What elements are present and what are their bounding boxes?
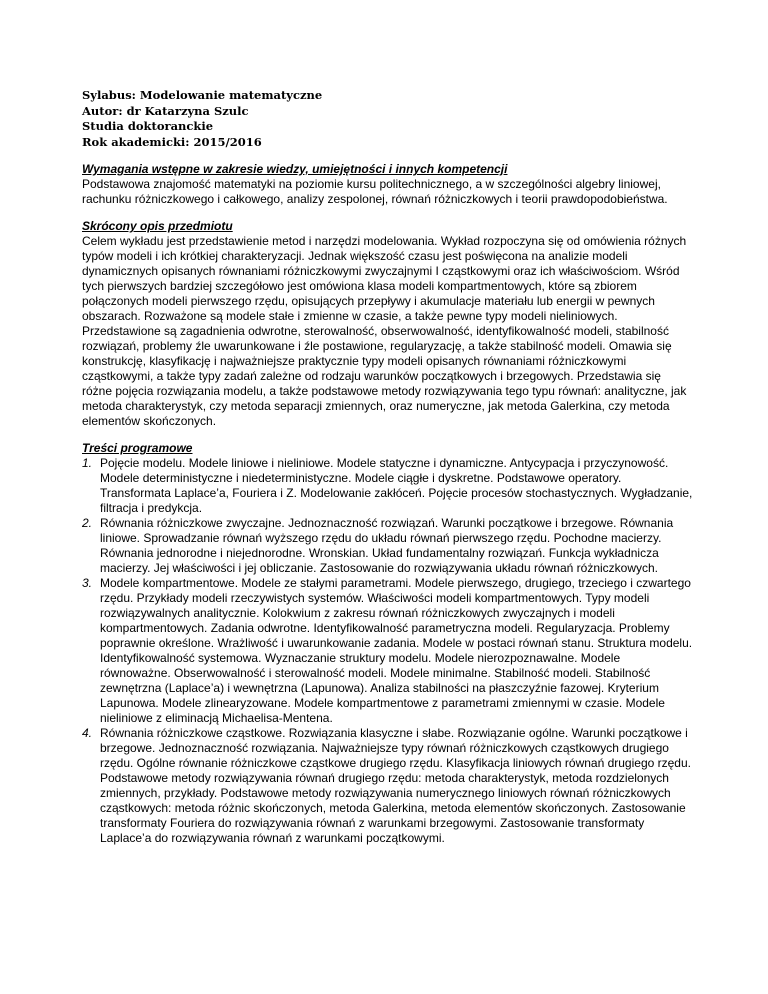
requirements-heading: Wymagania wstępne w zakresie wiedzy, umiejętności i innych kompetencji bbox=[82, 162, 508, 176]
author: Autor: dr Katarzyna Szulc bbox=[82, 103, 249, 118]
requirements-text: Podstawowa znajomość matematyki na poziomie kursu politechnicznego, a w szczególności algebry liniowej, rachunku różniczkowego i całkowego, analizy zespolonej, równań różniczkowych i teorii prawdopodobieństwa. bbox=[82, 177, 668, 206]
description-text: Celem wykładu jest przedstawienie metod i narzędzi modelowania. Wykład rozpoczyna się od omówienia różnych typów modeli i ich krótkiej charakteryzacji. Jednak większość czasu jest poświęcona na analizie modeli dynamicznych opisanych równaniami różniczkowymi zwyczajnymi I cząstkowymi oraz ich właściwościom. Wśród tych pierwszych bardziej szczegółowo jest omówiona klasa modeli kompartmentowych, które są zbiorem połączonych modeli pierwszego rzędu, opisujących przepływy i akumulacje materiału lub energii w pewnych obszarach. Rozważone są modele stałe i zmienne w czasie, a także pewne typy modeli nieliniowych. Przedstawione są zagadnienia odwrotne, sterowalność, obserwowalność, identyfikowalność modeli, stabilność rozwiązań, problemy źle uwarunkowane i źle postawione, regularyzację, a także stabilność modeli. Omawia się konstrukcję, klasyfikację i najważniejsze praktycznie typy modeli opisanych równaniami różniczkowymi cząstkowymi, a także typy zadań zależne od rodzaju warunków początkowych i brzegowych. Przedstawia się różne pojęcia rozwiązania modelu, a także podstawowe metody rozwiązywania tego typu równań: analityczne, jak metoda charakterystyk, czy metoda separacji zmiennych, oraz numeryczne, jak metoda Galerkina, czy metoda elementów skończonych. bbox=[82, 234, 687, 428]
requirements-section bbox=[82, 162, 694, 207]
list-item-number: 2. bbox=[82, 516, 93, 530]
contents-section bbox=[82, 441, 694, 846]
list-item bbox=[82, 576, 694, 726]
list-item-text: Pojęcie modelu. Modele liniowe i nieliniowe. Modele statyczne i dynamiczne. Antycypacja i przyczynowość. Modele deterministyczne i niedeterministyczne. Modele ciągłe i dyskretne. Podstawowe operatory. Transformata Laplace’a, Fouriera i Z. Modelowanie zakłóceń. Pojęcie procesów stochastycznych. Wygładzanie, filtracja i predykcja. bbox=[100, 456, 693, 515]
contents-list bbox=[82, 456, 694, 846]
list-item-number: 3. bbox=[82, 576, 93, 590]
contents-heading: Treści programowe bbox=[82, 441, 193, 455]
list-item bbox=[82, 456, 694, 516]
course-title: Sylabus: Modelowanie matematyczne bbox=[82, 88, 323, 102]
list-item-text: Równania różniczkowe zwyczajne. Jednoznaczność rozwiązań. Warunki początkowe i brzegowe. Równania liniowe. Sprowadzanie równań wyższego rzędu do układu równań pierwszego rzędu. Pochodne macierzy. Równania jednorodne i niejednorodne. Wronskian. Układ fundamentalny rozwiązań. Funkcja wykładnicza macierzy. Jej właściwości i jej obliczanie. Zastosowanie do rozwiązywania układu równań różniczkowych. bbox=[100, 516, 674, 575]
document-header bbox=[82, 88, 694, 150]
list-item bbox=[82, 516, 694, 576]
academic-year: Rok akademicki: 2015/2016 bbox=[82, 134, 262, 149]
syllabus-page bbox=[82, 88, 694, 858]
list-item-text: Równania różniczkowe cząstkowe. Rozwiązania klasyczne i słabe. Rozwiązanie ogólne. Warunki początkowe i brzegowe. Jednoznaczność rozwiązania. Najważniejsze typy równań różniczkowych cząstkowych drugiego rzędu. Ogólne równanie różniczkowe cząstkowe drugiego rzędu. Klasyfikacja liniowych równań drugiego rzędu. Podstawowe metody rozwiązywania równań drugiego rzędu: metoda charakterystyk, metoda rozdzielonych zmiennych, przykłady. Podstawowe metody rozwiązywania numerycznego liniowych równań różniczkowych cząstkowych: metoda różnic skończonych, metoda Galerkina, metoda elementów skończonych. Zastosowanie transformaty Fouriera do rozwiązywania równań z warunkami brzegowymi. Zastosowanie transformaty Laplace’a do rozwiązywania równań z warunkami początkowymi. bbox=[100, 726, 691, 845]
list-item-number: 1. bbox=[82, 456, 93, 470]
description-heading: Skrócony opis przedmiotu bbox=[82, 219, 233, 233]
study-program: Studia doktoranckie bbox=[82, 119, 214, 133]
list-item-text: Modele kompartmentowe. Modele ze stałymi parametrami. Modele pierwszego, drugiego, trzeciego i czwartego rzędu. Przykłady modeli rzeczywistych systemów. Właściwości modeli kompartmentowych. Typy modeli rozwiązywalnych analitycznie. Kolokwium z zakresu równań różniczkowych zwyczajnych i modeli kompartmentowych. Zadania odwrotne. Identyfikowalność parametryczna modeli. Regularyzacja. Problemy poprawnie określone. Wrażliwość i uwarunkowanie zadania. Modele w postaci równań stanu. Struktura modelu. Identyfikowalność systemowa. Wyznaczanie struktury modelu. Modele nierozpoznawalne. Modele równoważne. Obserwowalność i sterowalność modeli. Modele minimalne. Stabilność modeli. Stabilność zewnętrzna (Laplace’a) i wewnętrzna (Lapunowa). Analiza stabilności na płaszczyźnie fazowej. Kryterium Lapunowa. Modele zlinearyzowane. Modele kompartmentowe z parametrami zmiennymi w czasie. Modele nieliniowe z eliminacją Michaelisa-Mentena. bbox=[100, 576, 693, 725]
list-item bbox=[82, 726, 694, 846]
list-item-number: 4. bbox=[82, 726, 93, 740]
description-section bbox=[82, 219, 694, 429]
